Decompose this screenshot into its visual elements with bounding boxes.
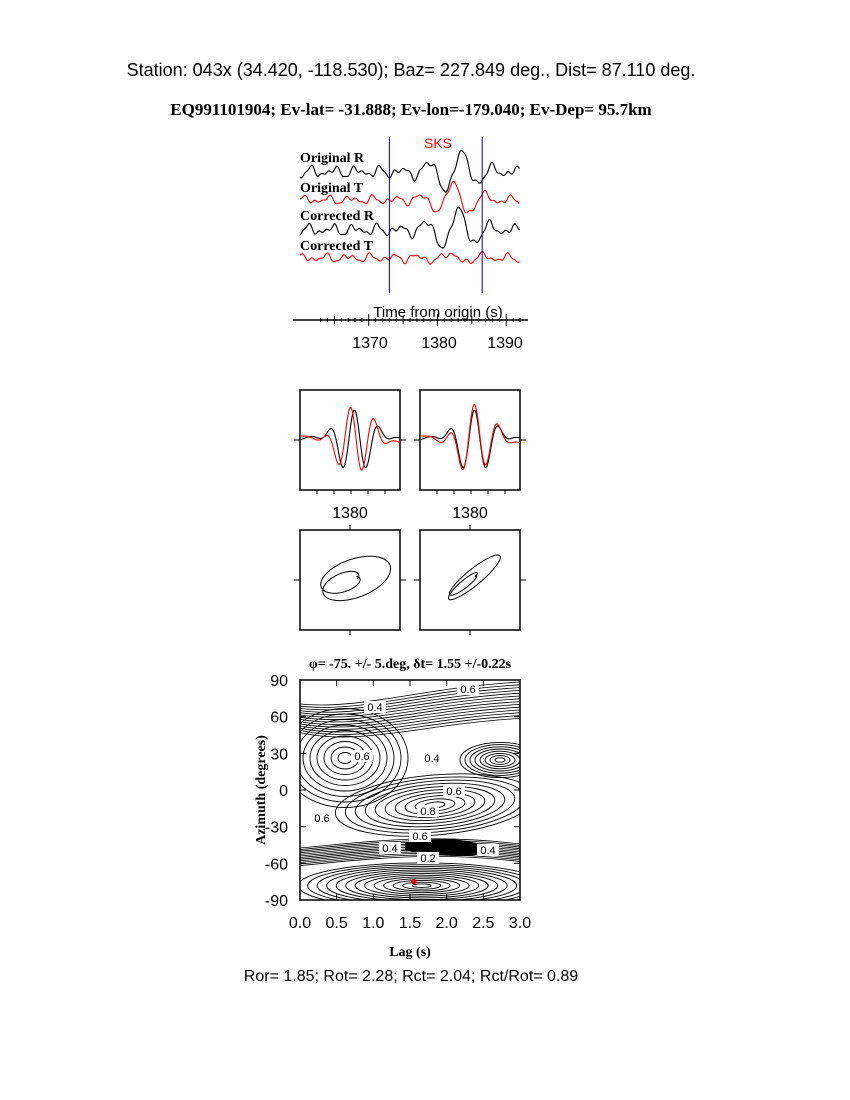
phase-label: SKS: [423, 135, 453, 151]
contour-label-10: 0.4: [480, 845, 496, 857]
contour-label-2: 0.6: [354, 751, 370, 763]
frame-particle-original: [300, 530, 400, 630]
y-tick-label-3: 0: [279, 783, 288, 800]
contour-top-5: [300, 696, 520, 717]
contour-right-2: [490, 756, 510, 765]
compare-original-traces: [294, 408, 406, 494]
y-tick-label-2: 30: [270, 746, 288, 764]
time-tick-label-1390: 1390: [487, 335, 523, 352]
trace-label-corrected-t: Corrected T: [300, 239, 373, 254]
y-tick-label-5: -60: [264, 856, 288, 874]
grid-title: φ= -75. +/- 5.deg, δt= 1.55 +/-0.22s: [308, 657, 512, 672]
contour-right-1: [495, 758, 505, 762]
contour-right-8: [460, 742, 540, 777]
ratios-line: Ror= 1.85; Rot= 2.28; Rct= 2.04; Rct/Rot= 0.89: [243, 968, 579, 985]
contour-label-8: 0.4: [382, 843, 398, 855]
compare-corrected-tick-label: 1380: [452, 505, 488, 522]
lag-tick-labels: [289, 915, 531, 932]
x-tick-label-4: 2.0: [435, 915, 458, 932]
time-tick-label-1380: 1380: [421, 335, 457, 352]
compare-original-tick-label: 1380: [332, 505, 368, 522]
contour-min-1: [412, 884, 431, 888]
x-tick-label-6: 3.0: [508, 915, 532, 932]
particle-corrected-path: [414, 525, 526, 635]
contour-label-0: 0.6: [460, 684, 476, 696]
contour-min-9: [336, 870, 507, 902]
x-tick-label-3: 1.5: [398, 915, 422, 932]
contour-label-5: 0.8: [420, 806, 436, 818]
time-axis-label: Time from origin (s): [373, 304, 503, 321]
pm2-curve: [449, 555, 501, 600]
contour-min-5: [374, 877, 469, 895]
cmp1-series-2: [300, 408, 400, 471]
contour-lines: [282, 682, 545, 908]
x-tick-label-5: 2.5: [472, 915, 495, 932]
contour-label-3: 0.4: [424, 753, 440, 765]
compare-corrected-traces: [414, 405, 526, 494]
contour-min-2: [403, 882, 441, 889]
contour-label-6: 0.6: [314, 813, 330, 825]
pm1-curve: [321, 556, 391, 600]
contour-label-9: 0.2: [420, 853, 436, 865]
best-fit-marker: [411, 879, 416, 884]
lag-axis-label: Lag (s): [389, 945, 431, 960]
y-tick-label-0: 90: [270, 673, 288, 690]
frame-particle-corrected: [420, 530, 520, 630]
contour-right-5: [475, 749, 525, 771]
azimuth-axis-label: Azimuth (degrees): [254, 735, 269, 845]
y-tick-label-4: -30: [264, 819, 288, 837]
y-tick-label-6: -90: [264, 893, 288, 910]
seismogram-panel: [293, 135, 528, 352]
x-tick-label-2: 1.0: [362, 915, 385, 932]
waveform-compare-original: [294, 390, 406, 522]
trace-label-corrected-r: Corrected R: [300, 209, 374, 224]
station-line: Station: 043x (34.420, -118.530); Baz= 227.849 deg., Dist= 87.110 deg.: [126, 60, 696, 80]
event-line: EQ991101904; Ev-lat= -31.888; Ev-lon=-179.040; Ev-Dep= 95.7km: [170, 100, 652, 119]
grid-search-panel: [254, 657, 545, 960]
x-tick-label-1: 0.5: [325, 915, 348, 932]
contour-label-7: 0.6: [412, 831, 428, 843]
contour-left-7: [296, 720, 394, 797]
contour-min-11: [317, 866, 526, 905]
particle-motion-corrected: [414, 525, 526, 635]
frame-compare-original: [300, 390, 400, 490]
time-tick-label-1370: 1370: [352, 335, 388, 352]
trace-label-original-t: Original T: [300, 181, 364, 196]
particle-original-path: [294, 525, 406, 635]
particle-motion-original: [294, 525, 406, 635]
x-tick-label-0: 0.0: [288, 915, 312, 932]
trace-label-original-r: Original R: [300, 151, 365, 166]
waveform-compare-corrected: [414, 390, 526, 522]
y-tick-label-1: 60: [270, 709, 288, 727]
contour-label-4: 0.6: [446, 786, 462, 798]
contour-left-1: [338, 753, 352, 764]
contour-label-1: 0.4: [367, 702, 383, 714]
contour-min-8: [346, 872, 498, 900]
